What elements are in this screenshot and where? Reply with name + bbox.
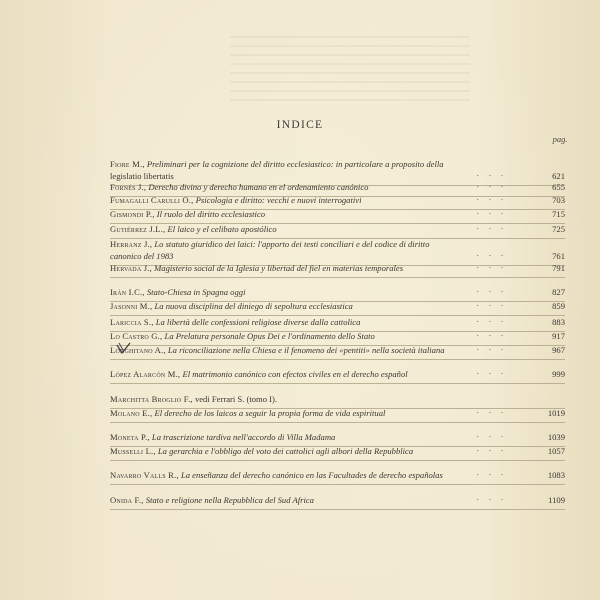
entry-text-block — [110, 286, 565, 298]
entry-author: Lariccia S., — [110, 317, 154, 327]
entry-text-block — [110, 262, 565, 274]
entry-page-number: 1019 — [547, 408, 565, 418]
entry-text-block — [110, 407, 565, 419]
entry-text-block — [110, 445, 565, 457]
entry-page-number: 1057 — [547, 446, 565, 456]
entry-text — [110, 194, 460, 206]
index-entry — [110, 223, 565, 239]
entry-text-block — [110, 238, 565, 262]
entry-text-block — [110, 494, 565, 506]
dot-leader: . . . — [476, 285, 507, 294]
dot-leader: . . . — [476, 261, 507, 270]
entry-divider — [110, 277, 565, 278]
dot-leader: . . . — [476, 249, 507, 258]
dot-leader: . . . — [476, 406, 507, 415]
entry-text — [110, 181, 460, 193]
index-entry — [110, 494, 565, 510]
entry-page-number: 621 — [552, 171, 565, 181]
entry-title: La nuova disciplina del diniego di sepoltura ecclesiastica — [154, 301, 353, 311]
page-title: INDICE — [276, 119, 324, 131]
entry-page-number: 715 — [552, 209, 565, 219]
entry-text — [110, 469, 460, 481]
entry-author: Herranz J., — [110, 239, 153, 249]
entry-title: Preliminari per la cognizione del diritto ecclesiastico: in particolare a proposito della — [146, 159, 444, 169]
entry-author: Lo Castro G., — [110, 331, 163, 341]
entry-title: Magisterio social de la Iglesia y libertad del fiel en materias temporales — [154, 263, 404, 273]
entry-text — [110, 344, 460, 356]
entry-title: Stato-Chiesa in Spagna oggi — [146, 287, 246, 297]
pen-mark-icon — [116, 342, 132, 356]
entry-text — [110, 494, 460, 506]
entry-text-block — [110, 208, 565, 220]
entry-title: Stato e religione nella Repubblica del Sud Africa — [145, 495, 314, 505]
entry-title: La riconciliazione nella Chiesa e il fenomeno dei «pentiti» nella società italiana — [167, 345, 445, 355]
entry-divider — [110, 359, 565, 360]
entry-page-number: 791 — [552, 263, 565, 273]
entry-text-block — [110, 431, 565, 443]
dot-leader: . . . — [476, 343, 507, 352]
entry-author: Navarro Valls R., — [110, 470, 179, 480]
entry-author: Marchitta Broglio F., — [110, 394, 193, 404]
entry-title: El matrimonio canónico con efectos civiles en el derecho español — [182, 369, 408, 379]
entry-text — [110, 431, 460, 443]
entry-page-number: 703 — [552, 195, 565, 205]
entry-page-number: 1083 — [547, 470, 565, 480]
dot-leader: . . . — [476, 299, 507, 308]
dot-leader: . . . — [476, 315, 507, 324]
entry-text-block — [110, 393, 565, 405]
entry-page-number: 883 — [552, 317, 565, 327]
entry-divider — [110, 484, 565, 485]
entry-text-block — [110, 344, 565, 356]
dot-leader: . . . — [476, 430, 507, 439]
entry-divider — [110, 509, 565, 510]
entry-title: Derecho divino y derecho humano en el ordenamiento canónico — [148, 182, 369, 192]
entry-page-number: 859 — [552, 301, 565, 311]
entry-author: Jasonni M., — [110, 301, 153, 311]
entry-divider — [110, 383, 565, 384]
dot-leader: . . . — [476, 169, 507, 178]
entry-page-number: 999 — [552, 369, 565, 379]
entry-note: vedi Ferrari S. (tomo I). — [194, 394, 278, 404]
entry-page-number: 655 — [552, 182, 565, 192]
entry-author: Gismondi P., — [110, 209, 155, 219]
dot-leader: . . . — [476, 180, 507, 189]
entry-title: Psicologia e diritto: vecchi e nuovi interrogativi — [195, 195, 362, 205]
index-entry — [110, 344, 565, 360]
entry-text-block — [110, 330, 565, 342]
entry-author: Irán I.C., — [110, 287, 145, 297]
entry-author: Moneta P., — [110, 432, 150, 442]
entry-page-number: 827 — [552, 287, 565, 297]
entry-text — [110, 393, 460, 405]
index-entry — [110, 469, 565, 485]
entry-page-number: 917 — [552, 331, 565, 341]
entry-title: La libertà delle confessioni religiose diverse dalla cattolica — [155, 317, 361, 327]
dot-leader: . . . — [476, 193, 507, 202]
entry-divider — [110, 422, 565, 423]
entry-author: Fiore M., — [110, 159, 145, 169]
entry-text — [110, 300, 460, 312]
index-entry — [110, 262, 565, 278]
entry-text — [110, 286, 460, 298]
entry-title: La Prelatura personale Opus Dei e l'ordinamento dello Stato — [164, 331, 375, 341]
entry-title: Lo statuto giuridico dei laici: l'apporto dei testi conciliari e del codice di diritto canonico del 1983 — [110, 239, 430, 261]
entry-text — [110, 445, 460, 457]
entry-note: legislatio libertatis — [110, 171, 174, 181]
entry-text-block — [110, 194, 565, 206]
index-entry — [110, 368, 565, 384]
entry-text-block — [110, 223, 565, 235]
entry-title: El derecho de los laicos a seguir la propia forma de vida espiritual — [154, 408, 386, 418]
dot-leader: . . . — [476, 222, 507, 231]
entry-text — [110, 407, 460, 419]
entry-page-number: 967 — [552, 345, 565, 355]
entry-title: La trascrizione tardiva nell'accordo di Villa Madama — [151, 432, 336, 442]
entry-text — [110, 208, 460, 220]
index-entry — [110, 407, 565, 423]
dot-leader: . . . — [476, 207, 507, 216]
entry-text-block — [110, 300, 565, 312]
entry-author: Onida F., — [110, 495, 144, 505]
entry-author: Molano E., — [110, 408, 153, 418]
entry-title: La enseñanza del derecho canónico en las Facultades de derecho españolas — [180, 470, 443, 480]
entry-text-block — [110, 469, 565, 481]
entry-page-number: 1039 — [547, 432, 565, 442]
page-column-label: pag. — [552, 134, 568, 144]
entry-page-number: 725 — [552, 224, 565, 234]
entry-title: Il ruolo del diritto ecclesiastico — [156, 209, 266, 219]
entry-author: Fumagalli Carulli O., — [110, 195, 194, 205]
entry-page-number: 1109 — [548, 495, 565, 505]
dot-leader: . . . — [476, 329, 507, 338]
entry-author: López Alarcón M., — [110, 369, 181, 379]
entry-divider — [110, 460, 565, 461]
entry-text-block — [110, 316, 565, 328]
dot-leader: . . . — [476, 468, 507, 477]
entry-text — [110, 238, 460, 262]
entry-text — [110, 223, 460, 235]
dot-leader: . . . — [476, 444, 507, 453]
entry-title: La gerarchia e l'obbligo del voto dei cattolici agli albori della Repubblica — [157, 446, 414, 456]
entry-author: Musselli L., — [110, 446, 156, 456]
entry-author: Gutiérrez J.L., — [110, 224, 166, 234]
entry-text — [110, 330, 460, 342]
bleed-through-text — [230, 36, 470, 106]
entry-title: El laico y el celibato apostólico — [167, 224, 277, 234]
entry-page-number: 761 — [552, 251, 565, 261]
entry-text — [110, 262, 460, 274]
entry-author: Hervada J., — [110, 263, 152, 273]
entry-text — [110, 368, 460, 380]
dot-leader: . . . — [476, 367, 507, 376]
entry-text — [110, 158, 460, 182]
index-entry — [110, 445, 565, 461]
entry-text-block — [110, 368, 565, 380]
dot-leader: . . . — [476, 493, 507, 502]
entry-author: Fornés J., — [110, 182, 147, 192]
entry-text — [110, 316, 460, 328]
entry-author: Longhitano A., — [110, 345, 166, 355]
